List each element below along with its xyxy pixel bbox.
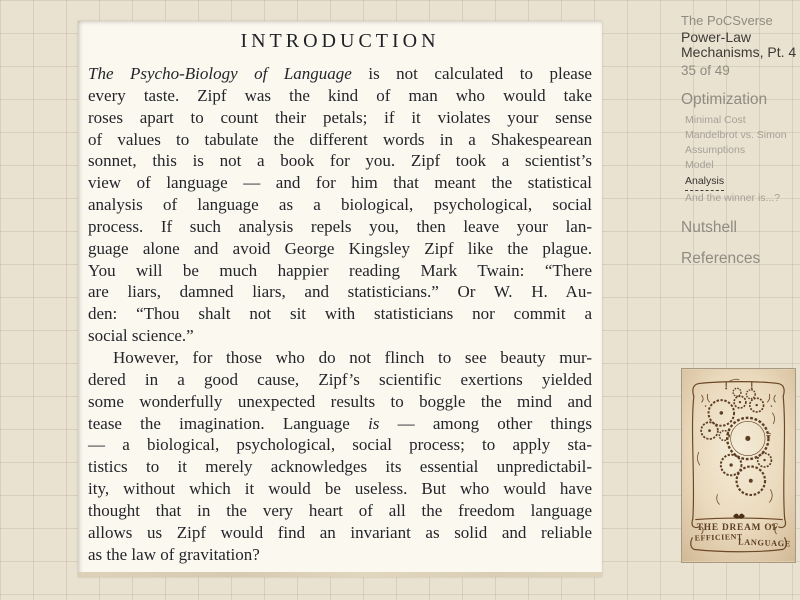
deck-title: Power-Law Mechanisms, Pt. 4 (681, 29, 797, 61)
book-line: tistics to it merely acknowledges its essential unpredictabil- (88, 457, 592, 477)
sidebar-item-and-the-winner-is[interactable]: And the winner is...? (685, 191, 781, 204)
sidebar (681, 13, 799, 268)
caption-bottom-left: EFFICIENT (694, 531, 743, 543)
book-line: You will be much happier reading Mark Twain: “There (88, 260, 592, 280)
book-line: every taste. Zipf was the kind of man who would take (88, 85, 592, 105)
book-text (88, 63, 592, 565)
caption-bottom-right: LANGUAGE (737, 537, 792, 549)
book-line: process. If such analysis repels you, then leave your lan- (88, 216, 592, 236)
book-page-scan (78, 21, 602, 577)
book-line: as the law of gravitation? (88, 544, 260, 564)
book-line: dered in a good cause, Zipf’s scientific exertions yielded (88, 369, 592, 389)
page-indicator: 35 of 49 (681, 62, 730, 78)
book-line: — a biological, psychological, social process; to apply sta- (88, 435, 592, 455)
sidebar-item-model[interactable]: Model (685, 159, 714, 172)
book-line: roses apart to count their petals; if it violates your sense (88, 107, 592, 127)
sidebar-item-analysis[interactable]: Analysis (685, 174, 799, 191)
book-line: tease the imagination. Language is — among other things (88, 413, 592, 433)
brand-title: The PoCSverse (681, 13, 773, 28)
book-line: guage alone and avoid George Kingsley Zipf like the plague. (88, 238, 592, 258)
page-title: INTRODUCTION (240, 30, 440, 52)
sidebar-item-assumptions[interactable]: Assumptions (685, 144, 746, 157)
book-line: However, for those who do not flinch to see beauty mur- (113, 347, 592, 367)
caption-top: THE DREAM OF (696, 522, 780, 533)
book-line: den: “Thou shalt not sit with statisticians nor commit a (88, 304, 592, 324)
sidebar-item-minimal-cost[interactable]: Minimal Cost (685, 113, 746, 126)
sidebar-section-references[interactable]: References (681, 250, 761, 267)
book-line: ity, without which it would be useless. But who would have (88, 479, 592, 499)
sidebar-section-optimization[interactable]: Optimization (681, 90, 768, 108)
book-line: view of language — and for him that meant the statistical (88, 173, 592, 193)
book-line: sonnet, this is not a book for you. Zipf took a scientist’s (88, 151, 592, 171)
book-line: social science.” (88, 326, 194, 346)
book-line: are liars, damned liars, and statisticians.” Or W. H. Au- (88, 282, 592, 302)
sidebar-item-mandelbrot-vs-simon[interactable]: Mandelbrot vs. Simon (685, 128, 787, 141)
book-line: allows us Zipf would find an invariant as solid and reliable (88, 522, 592, 542)
dream-of-efficient-language-card (681, 368, 796, 563)
book-line: thought that in the very heart of all the freedom language (88, 500, 592, 520)
book-line: of values to tabulate the different words in a Shakespearean (88, 129, 592, 149)
gears-illustration (682, 369, 795, 562)
optimization-items (681, 113, 799, 206)
book-line: some wonderfully unexpected results to boggle the mind and (88, 391, 592, 411)
book-line: The Psycho-Biology of Language is not calculated to please (88, 64, 592, 83)
book-line: analysis of language as a biological, psychological, social (88, 195, 592, 215)
sidebar-section-nutshell[interactable]: Nutshell (681, 219, 737, 236)
